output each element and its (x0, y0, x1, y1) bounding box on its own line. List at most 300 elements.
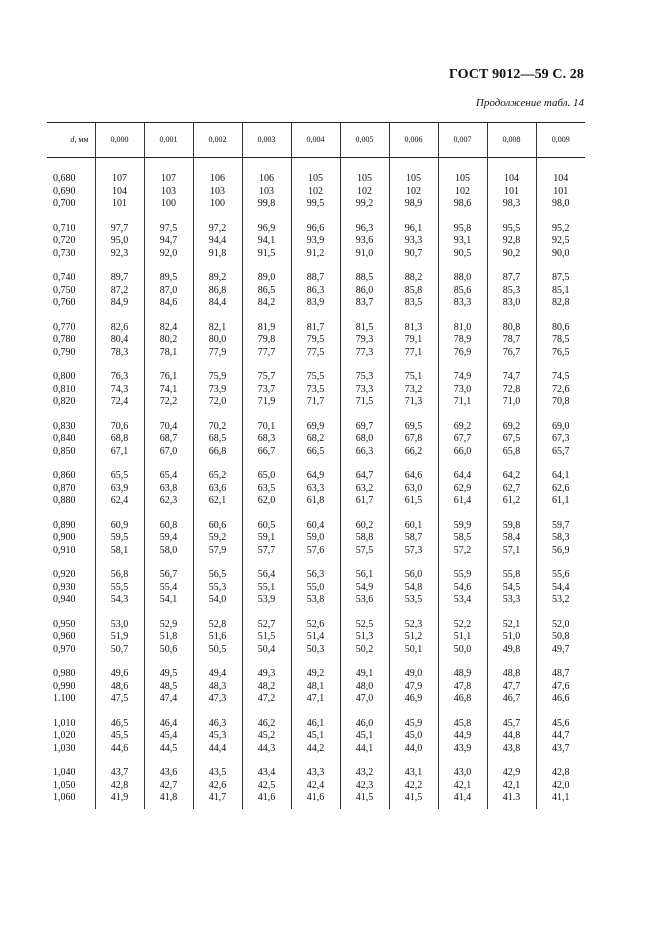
table-header-row (47, 123, 585, 158)
row-diameter: 0,700 (53, 198, 76, 209)
table-cell: 67,7 (438, 433, 487, 446)
table-cell: 52,2 (438, 607, 487, 632)
table-cell: 72,0 (193, 396, 242, 409)
table-cell: 65,4 (144, 458, 193, 483)
table-cell: 42,2 (389, 780, 438, 793)
row-diameter: 0,830 (53, 420, 76, 432)
table-row (47, 334, 585, 347)
table-cell: 78,5 (536, 334, 585, 347)
table-cell: 45,5 (95, 730, 144, 743)
table-cell: 42,4 (291, 780, 340, 793)
table-cell: 92,5 (536, 235, 585, 248)
table-cell: 47,7 (487, 681, 536, 694)
table-cell: 52,9 (144, 607, 193, 632)
table-cell: 87,7 (487, 260, 536, 285)
table-cell: 68,7 (144, 433, 193, 446)
table-cell: 54,4 (536, 582, 585, 595)
table-cell: 53,3 (487, 594, 536, 607)
table-cell: 74,9 (438, 359, 487, 384)
table-cell: 77,5 (291, 347, 340, 360)
table-cell: 52,8 (193, 607, 242, 632)
table-cell: 90,0 (536, 248, 585, 261)
table-cell: 59,5 (95, 532, 144, 545)
table-cell: 98,3 (487, 198, 536, 211)
table-cell: 80,4 (95, 334, 144, 347)
table-cell: 55,4 (144, 582, 193, 595)
row-diameter: 1.100 (53, 693, 76, 704)
table-cell: 57,1 (487, 545, 536, 558)
table-cell: 90,7 (389, 248, 438, 261)
table-cell: 66,3 (340, 446, 389, 459)
table-cell: 100 (193, 198, 242, 211)
table-cell: 46,7 (487, 693, 536, 706)
table-cell: 67,1 (95, 446, 144, 459)
table-cell: 95,2 (536, 211, 585, 236)
table-cell: 50,7 (95, 644, 144, 657)
table-cell: 54,3 (95, 594, 144, 607)
table-row (47, 158, 585, 186)
header-cell-col: 0,009 (536, 123, 585, 158)
table-cell: 81,9 (242, 310, 291, 335)
table-cell: 76,1 (144, 359, 193, 384)
table-cell: 93,3 (389, 235, 438, 248)
table-cell: 54,0 (193, 594, 242, 607)
row-diameter: 0,940 (53, 594, 76, 605)
table-cell: 75,5 (291, 359, 340, 384)
table-cell: 83,9 (291, 297, 340, 310)
table-cell: 48,9 (438, 656, 487, 681)
table-cell: 84,2 (242, 297, 291, 310)
table-cell: 57,2 (438, 545, 487, 558)
table-cell: 61,8 (291, 495, 340, 508)
table-cell: 99,5 (291, 198, 340, 211)
table-cell: 88,7 (291, 260, 340, 285)
table-cell: 49,5 (144, 656, 193, 681)
table-cell: 46,3 (193, 706, 242, 731)
table-cell: 93,9 (291, 235, 340, 248)
table-cell: 53,0 (95, 607, 144, 632)
table-cell: 101 (487, 186, 536, 199)
table-cell: 70,4 (144, 409, 193, 434)
table-row (47, 433, 585, 446)
table-cell: 80,0 (193, 334, 242, 347)
table-cell: 61,7 (340, 495, 389, 508)
table-cell: 43,5 (193, 755, 242, 780)
table-cell: 62,1 (193, 495, 242, 508)
table-cell: 88,0 (438, 260, 487, 285)
table-cell: 45,4 (144, 730, 193, 743)
table-row (47, 458, 585, 483)
table-cell: 42,9 (487, 755, 536, 780)
table-cell: 42,7 (144, 780, 193, 793)
table-cell: 41,5 (340, 792, 389, 809)
table-cell: 64,4 (438, 458, 487, 483)
table-cell: 97,5 (144, 211, 193, 236)
table-cell: 42,3 (340, 780, 389, 793)
table-cell: 59,4 (144, 532, 193, 545)
table-cell: 44,4 (193, 743, 242, 756)
table-cell: 52,0 (536, 607, 585, 632)
table-cell: 64,7 (340, 458, 389, 483)
table-cell: 75,3 (340, 359, 389, 384)
table-cell: 41,4 (438, 792, 487, 809)
table-cell: 50,5 (193, 644, 242, 657)
table-cell: 53,5 (389, 594, 438, 607)
table-cell: 51,5 (242, 631, 291, 644)
table-cell: 63,8 (144, 483, 193, 496)
table-cell: 101 (95, 198, 144, 211)
table-cell: 95,5 (487, 211, 536, 236)
table-cell: 56,8 (95, 557, 144, 582)
table-cell: 96,1 (389, 211, 438, 236)
table-row (47, 792, 585, 809)
table-cell: 56,4 (242, 557, 291, 582)
table-cell: 54,5 (487, 582, 536, 595)
row-diameter: 0,720 (53, 235, 76, 246)
table-cell: 55,8 (487, 557, 536, 582)
table-cell: 57,7 (242, 545, 291, 558)
table-cell: 58,0 (144, 545, 193, 558)
table-row (47, 235, 585, 248)
table-cell: 75,7 (242, 359, 291, 384)
table-cell: 102 (438, 186, 487, 199)
row-diameter: 0,760 (53, 297, 76, 308)
table-cell: 56,0 (389, 557, 438, 582)
table-cell: 67,5 (487, 433, 536, 446)
table-cell: 61,4 (438, 495, 487, 508)
table-cell: 94,1 (242, 235, 291, 248)
table-cell: 79,1 (389, 334, 438, 347)
table-cell: 92,8 (487, 235, 536, 248)
header-cell-d (47, 123, 95, 158)
table-cell: 86,3 (291, 285, 340, 298)
row-diameter: 1,030 (53, 742, 76, 754)
table-cell: 62,9 (438, 483, 487, 496)
table-cell: 58,5 (438, 532, 487, 545)
table-cell: 59,0 (291, 532, 340, 545)
table-cell: 59,7 (536, 508, 585, 533)
table-cell: 42,8 (536, 755, 585, 780)
table-cell: 76,7 (487, 347, 536, 360)
table-cell: 42,0 (536, 780, 585, 793)
table-cell: 49,7 (536, 644, 585, 657)
table-cell: 57,3 (389, 545, 438, 558)
table-cell: 67,8 (389, 433, 438, 446)
table-cell: 62,4 (95, 495, 144, 508)
table-cell: 68,0 (340, 433, 389, 446)
row-diameter: 0,730 (53, 247, 76, 259)
table-cell: 102 (340, 186, 389, 199)
table-cell: 86,5 (242, 285, 291, 298)
table-cell: 73,5 (291, 384, 340, 397)
table-cell: 50,3 (291, 644, 340, 657)
table-cell: 63,3 (291, 483, 340, 496)
table-cell: 57,6 (291, 545, 340, 558)
header-cell-col: 0,002 (193, 123, 242, 158)
table-cell: 107 (95, 158, 144, 186)
table-cell: 55,5 (95, 582, 144, 595)
table-cell: 81,7 (291, 310, 340, 335)
table-cell: 47,1 (291, 693, 340, 706)
table-row (47, 495, 585, 508)
table-cell: 44,1 (340, 743, 389, 756)
table-cell: 77,1 (389, 347, 438, 360)
row-diameter: 1,050 (53, 779, 76, 791)
table-cell: 56,9 (536, 545, 585, 558)
row-diameter: 0,890 (53, 519, 76, 531)
table-cell: 45,0 (389, 730, 438, 743)
table-row (47, 508, 585, 533)
table-cell: 91,5 (242, 248, 291, 261)
table-cell: 59,9 (438, 508, 487, 533)
table-cell: 98,6 (438, 198, 487, 211)
table-cell: 41,7 (193, 792, 242, 809)
header-cell-col: 0,008 (487, 123, 536, 158)
table-cell: 48,2 (242, 681, 291, 694)
table-cell: 78,9 (438, 334, 487, 347)
table-cell: 44,8 (487, 730, 536, 743)
row-diameter: 0,860 (53, 470, 76, 481)
table-row (47, 248, 585, 261)
header-cell-col: 0,000 (95, 123, 144, 158)
table-cell: 46,2 (242, 706, 291, 731)
table-cell: 56,3 (291, 557, 340, 582)
table-cell: 81,0 (438, 310, 487, 335)
row-diameter: 0,820 (53, 396, 76, 407)
table-body (47, 158, 585, 809)
table-cell: 72,4 (95, 396, 144, 409)
table-cell: 72,6 (536, 384, 585, 397)
table-cell: 70,8 (536, 396, 585, 409)
table-row (47, 198, 585, 211)
table-continuation-note: Продолжение табл. 14 (475, 97, 584, 109)
table-cell: 66,0 (438, 446, 487, 459)
table-cell: 63,6 (193, 483, 242, 496)
table-cell: 68,8 (95, 433, 144, 446)
table-cell: 70,1 (242, 409, 291, 434)
table-cell: 107 (144, 158, 193, 186)
table-cell: 76,9 (438, 347, 487, 360)
table-cell: 83,5 (389, 297, 438, 310)
table-row (47, 347, 585, 360)
row-diameter: 0,850 (53, 445, 76, 457)
table-cell: 50,1 (389, 644, 438, 657)
table-cell: 57,9 (193, 545, 242, 558)
table-cell: 49,0 (389, 656, 438, 681)
table-cell: 47,3 (193, 693, 242, 706)
table-cell: 66,7 (242, 446, 291, 459)
row-diameter: 0,970 (53, 643, 76, 655)
table-cell: 70,2 (193, 409, 242, 434)
table-cell: 44,3 (242, 743, 291, 756)
table-row (47, 384, 585, 397)
table-cell: 41,1 (536, 792, 585, 809)
header-unit: , мм (74, 134, 89, 144)
row-diameter: 0,900 (53, 532, 76, 543)
row-diameter: 0,690 (53, 185, 76, 197)
table-cell: 43,4 (242, 755, 291, 780)
table-row (47, 359, 585, 384)
table-row (47, 557, 585, 582)
table-cell: 48,0 (340, 681, 389, 694)
table-cell: 44,7 (536, 730, 585, 743)
table-cell: 44,5 (144, 743, 193, 756)
table-row (47, 755, 585, 780)
table-cell: 80,6 (536, 310, 585, 335)
table-cell: 52,1 (487, 607, 536, 632)
table-cell: 67,3 (536, 433, 585, 446)
table-cell: 42,6 (193, 780, 242, 793)
table-cell: 89,0 (242, 260, 291, 285)
row-diameter: 0,930 (53, 581, 76, 593)
row-diameter: 0,990 (53, 680, 76, 692)
table-cell: 90,5 (438, 248, 487, 261)
table-cell: 82,6 (95, 310, 144, 335)
table-cell: 105 (438, 158, 487, 186)
table-cell: 76,5 (536, 347, 585, 360)
table-cell: 56,1 (340, 557, 389, 582)
table-cell: 79,8 (242, 334, 291, 347)
table-cell: 62,0 (242, 495, 291, 508)
table-cell: 87,5 (536, 260, 585, 285)
table-row (47, 186, 585, 199)
table-cell: 82,4 (144, 310, 193, 335)
table-cell: 49,8 (487, 644, 536, 657)
table-cell: 71,7 (291, 396, 340, 409)
table-cell: 68,5 (193, 433, 242, 446)
table-cell: 42,1 (438, 780, 487, 793)
table-cell: 106 (193, 158, 242, 186)
table-cell: 71,0 (487, 396, 536, 409)
table-cell: 44,6 (95, 743, 144, 756)
table-cell: 47,2 (242, 693, 291, 706)
table-cell: 58,8 (340, 532, 389, 545)
table-cell: 98,9 (389, 198, 438, 211)
table-cell: 74,3 (95, 384, 144, 397)
table-cell: 96,6 (291, 211, 340, 236)
table-cell: 95,8 (438, 211, 487, 236)
table-cell: 72,2 (144, 396, 193, 409)
row-diameter: 0,790 (53, 346, 76, 358)
row-diameter: 0,960 (53, 631, 76, 642)
row-diameter: 1,020 (53, 730, 76, 741)
table-row (47, 631, 585, 644)
table-cell: 67,0 (144, 446, 193, 459)
table-cell: 69,7 (340, 409, 389, 434)
row-diameter: 1,040 (53, 767, 76, 778)
table-cell: 54,9 (340, 582, 389, 595)
row-diameter: 0,710 (53, 222, 76, 234)
row-diameter: 0,810 (53, 383, 76, 395)
table-cell: 101 (536, 186, 585, 199)
table-cell: 58,1 (95, 545, 144, 558)
table-cell: 53,2 (536, 594, 585, 607)
table-cell: 106 (242, 158, 291, 186)
table-cell: 58,4 (487, 532, 536, 545)
table-cell: 74,1 (144, 384, 193, 397)
table-cell: 63,0 (389, 483, 438, 496)
table-cell: 56,5 (193, 557, 242, 582)
table-cell: 105 (389, 158, 438, 186)
table-row (47, 297, 585, 310)
table-cell: 78,7 (487, 334, 536, 347)
table-cell: 45,9 (389, 706, 438, 731)
table-cell: 69,5 (389, 409, 438, 434)
table-cell: 45,3 (193, 730, 242, 743)
table-cell: 51,6 (193, 631, 242, 644)
table-cell: 73,7 (242, 384, 291, 397)
table-cell: 43,7 (95, 755, 144, 780)
row-diameter: 0,880 (53, 495, 76, 506)
table-row (47, 545, 585, 558)
table-cell: 48,3 (193, 681, 242, 694)
header-var: d (70, 134, 75, 144)
table-cell: 46,5 (95, 706, 144, 731)
table-cell: 61,5 (389, 495, 438, 508)
table-cell: 59,2 (193, 532, 242, 545)
table-cell: 96,3 (340, 211, 389, 236)
table-row (47, 310, 585, 335)
table-cell: 83,3 (438, 297, 487, 310)
table-cell: 42,5 (242, 780, 291, 793)
table-row (47, 211, 585, 236)
page-header: ГОСТ 9012—59 С. 28 (449, 67, 584, 82)
table-cell: 47,4 (144, 693, 193, 706)
table-cell: 41,5 (389, 792, 438, 809)
table-cell: 69,2 (438, 409, 487, 434)
table-cell: 81,5 (340, 310, 389, 335)
table-cell: 72,8 (487, 384, 536, 397)
table-cell: 104 (487, 158, 536, 186)
table-row (47, 730, 585, 743)
table-row (47, 594, 585, 607)
table-cell: 49,6 (95, 656, 144, 681)
table-cell: 78,3 (95, 347, 144, 360)
table-cell: 77,7 (242, 347, 291, 360)
table-row (47, 446, 585, 459)
table-cell: 62,6 (536, 483, 585, 496)
table-cell: 53,8 (291, 594, 340, 607)
table-cell: 49,1 (340, 656, 389, 681)
table-cell: 77,9 (193, 347, 242, 360)
row-diameter: 0,800 (53, 371, 76, 382)
table-cell: 51,1 (438, 631, 487, 644)
table-cell: 50,4 (242, 644, 291, 657)
table-cell: 102 (291, 186, 340, 199)
table-cell: 51,8 (144, 631, 193, 644)
table-row (47, 607, 585, 632)
table-cell: 48,1 (291, 681, 340, 694)
table-cell: 43,3 (291, 755, 340, 780)
table-cell: 94,7 (144, 235, 193, 248)
table-cell: 54,6 (438, 582, 487, 595)
table-cell: 88,5 (340, 260, 389, 285)
table-cell: 98,0 (536, 198, 585, 211)
table-cell: 42,1 (487, 780, 536, 793)
table-cell: 65,8 (487, 446, 536, 459)
table-cell: 51,0 (487, 631, 536, 644)
table-cell: 94,4 (193, 235, 242, 248)
table-cell: 43,0 (438, 755, 487, 780)
table-cell: 43,6 (144, 755, 193, 780)
table-cell: 90,2 (487, 248, 536, 261)
table-cell: 80,8 (487, 310, 536, 335)
table-cell: 103 (144, 186, 193, 199)
table-cell: 49,4 (193, 656, 242, 681)
table-cell: 97,7 (95, 211, 144, 236)
table-cell: 58,3 (536, 532, 585, 545)
table-cell: 55,0 (291, 582, 340, 595)
